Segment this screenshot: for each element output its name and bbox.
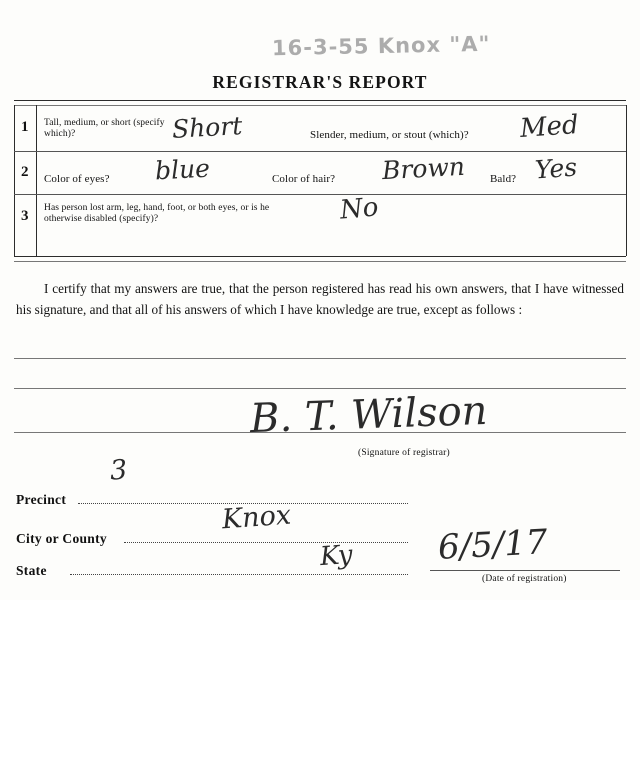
- rule-blank-2: [14, 388, 626, 389]
- rule-table-bottom-inner: [14, 261, 626, 262]
- row-number-1: 1: [21, 119, 29, 135]
- question-1-left-label: Tall, medium, or short (specify which)?: [44, 118, 165, 139]
- answer-1-height: Short: [171, 111, 243, 144]
- state-label: State: [16, 563, 47, 578]
- question-2-eyes-label: Color of eyes?: [44, 173, 110, 185]
- table-left-border: [14, 105, 15, 256]
- signature-caption: (Signature of registrar): [358, 448, 450, 458]
- certification-paragraph: [16, 278, 624, 320]
- answer-1-build: Med: [519, 109, 580, 145]
- precinct-label: Precinct: [16, 492, 67, 507]
- answer-2-hair-color: Brown: [381, 151, 466, 186]
- rule-row-2-bottom: [14, 194, 626, 195]
- blank-bottom-area: [0, 600, 640, 771]
- date-line: [430, 570, 620, 571]
- rule-top-inner: [14, 105, 626, 106]
- rule-blank-1: [14, 358, 626, 359]
- row-number-3: 3: [21, 208, 29, 224]
- city-county-label: City or County: [16, 531, 107, 546]
- row-number-2: 2: [21, 164, 29, 180]
- precinct-handwritten-number: 3: [108, 454, 129, 487]
- city-county-value: Knox: [221, 499, 293, 536]
- state-dotline: [70, 574, 408, 575]
- question-1-right-label: Slender, medium, or stout (which)?: [310, 129, 469, 141]
- page-title: REGISTRAR'S REPORT: [212, 72, 428, 92]
- rule-table-bottom: [14, 256, 626, 257]
- rule-top-outer: [14, 100, 626, 101]
- answer-2-bald: Yes: [534, 152, 578, 185]
- answer-2-eye-color: blue: [154, 153, 211, 186]
- question-2-bald-label: Bald?: [490, 173, 517, 185]
- city-county-dotline: [124, 542, 408, 543]
- question-3-label: Has person lost arm, leg, hand, foot, or both eyes, or is he otherwise disabled (specify)?: [44, 203, 270, 224]
- certification-text: I certify that my answers are true, that the person registered has read his own answers, that I have witnessed his signature, and that all of his answers of which I have knowledge are true, except as follows :: [16, 281, 624, 317]
- question-2-hair-label: Color of hair?: [272, 173, 336, 185]
- rule-row-1-bottom: [14, 151, 626, 152]
- archive-stamp: 16-3-55 Knox "A": [271, 31, 491, 61]
- state-value: Ky: [318, 539, 354, 573]
- number-column-border: [36, 105, 37, 256]
- answer-3-disability: No: [338, 192, 380, 226]
- registration-date: 6/5/17: [437, 522, 549, 568]
- date-caption: (Date of registration): [482, 574, 567, 584]
- table-right-border: [626, 105, 627, 256]
- registrar-signature: B. T. Wilson: [249, 387, 489, 443]
